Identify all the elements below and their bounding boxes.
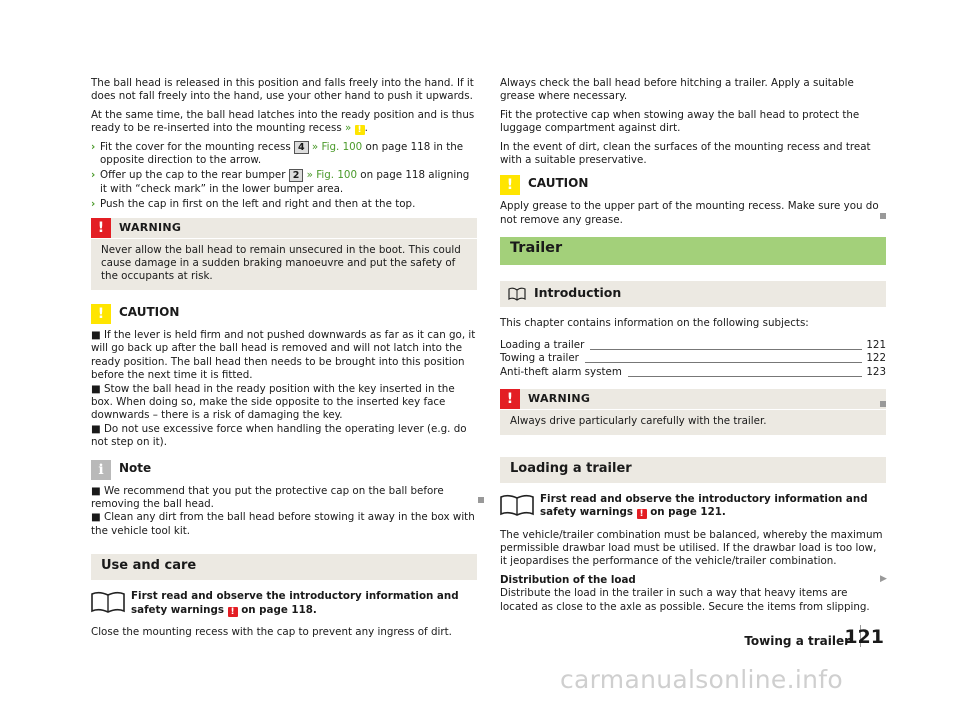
paragraph: The ball head is released in this position and falls freely into the hand. If it does not fall freely into the hand, use your other hand to push it upwards. <box>91 77 474 103</box>
caution-section <box>500 175 886 227</box>
toc-entry[interactable]: Anti-theft alarm system 123 <box>500 365 886 378</box>
caution-section <box>91 304 477 450</box>
section-heading-use-and-care: Use and care <box>91 554 477 580</box>
warning-box <box>500 389 886 434</box>
step-item: › Push the cap in first on the left and right and then at the top. <box>91 198 416 211</box>
section-heading-loading-a-trailer: Loading a trailer <box>500 457 886 483</box>
footer-section-title: Towing a trailer <box>744 634 850 648</box>
step-arrow-icon: › <box>91 140 96 153</box>
toc-entry[interactable]: Towing a trailer 122 <box>500 352 886 365</box>
page-reference-link[interactable]: » <box>345 122 352 135</box>
info-icon: i <box>91 460 111 480</box>
step-item: › Offer up the cap to the rear bumper 2 » Fig. 100 on page 118 aligning it with “check mark” in the lower bumper area. <box>91 169 470 195</box>
warning-icon: ! <box>637 509 647 519</box>
warning-icon: ! <box>91 218 111 238</box>
section-end-marker <box>478 497 484 503</box>
note-section <box>91 460 477 539</box>
paragraph: Fit the protective cap when stowing away the ball head to protect the luggage compartment against dirt. <box>500 108 860 135</box>
figure-reference-link[interactable]: » Fig. 100 <box>306 169 357 182</box>
warning-label: WARNING <box>119 220 182 234</box>
subheading: Distribution of the load <box>500 573 636 586</box>
warning-label: WARNING <box>528 392 591 406</box>
figure-callout: 2 <box>289 169 304 182</box>
paragraph: Close the mounting recess with the cap to prevent any ingress of dirt. <box>91 626 452 639</box>
page-reference-link[interactable]: on page 118. <box>241 603 317 616</box>
section-end-marker <box>880 401 886 407</box>
left-column <box>91 77 477 645</box>
open-book-icon <box>91 590 125 614</box>
caution-item: ■ Do not use excessive force when handling the operating lever (e.g. do not step on it). <box>91 422 467 449</box>
open-book-icon <box>508 287 526 301</box>
caution-label: CAUTION <box>528 176 589 191</box>
note-item: ■ We recommend that you put the protective cap on the ball before removing the ball head. <box>91 484 444 510</box>
paragraph: Distribute the load in the trailer in such a way that heavy items are located as close to the axle as possible. Secure the items from slipping. <box>500 587 870 613</box>
warning-box <box>91 218 477 290</box>
page-reference-link[interactable]: on page 121. <box>650 505 726 518</box>
note-item: ■ Clean any dirt from the ball head before stowing it away in the box with the vehicle tool kit. <box>91 511 475 537</box>
watermark: carmanualsonline.info <box>560 665 843 694</box>
continued-arrow-icon: ▶ <box>880 574 887 584</box>
warning-text: Never allow the ball head to remain unsecured in the boot. This could cause damage in a sudden braking manoeuvre and put the safety of the occupants at risk. <box>101 243 461 283</box>
figure-reference-link[interactable]: » Fig. 100 <box>311 140 363 153</box>
warning-icon: ! <box>500 389 520 409</box>
step-item: › Fit the cover for the mounting recess 4 » Fig. 100 on page 118 in the opposite direction to the arrow. <box>91 140 464 167</box>
toc-entry[interactable]: Loading a trailer 121 <box>500 338 886 351</box>
caution-icon: ! <box>500 175 520 195</box>
step-arrow-icon: › <box>91 198 96 211</box>
caution-icon: ! <box>91 304 111 324</box>
paragraph: Always check the ball head before hitching a trailer. Apply a suitable grease where necessary. <box>500 77 854 103</box>
note-label: Note <box>119 460 152 475</box>
warning-text: Always drive particularly carefully with the trailer. <box>510 415 767 428</box>
chapter-heading-trailer: Trailer <box>500 237 886 265</box>
paragraph: This chapter contains information on the following subjects: <box>500 317 809 330</box>
step-arrow-icon: › <box>91 169 96 182</box>
open-book-icon <box>500 493 534 517</box>
caution-item: ■ If the lever is held firm and not pushed downwards as far as it can go, it will go back up after the ball head is removed and will not latch into the ready position. The ball head then needs to be brought into this position before the next time it is fitted. <box>91 328 476 382</box>
paragraph: The vehicle/trailer combination must be balanced, whereby the maximum permissible drawbar load must be utilised. If the drawbar load is too low, it jeopardises the performance of the vehicle/trailer combination. <box>500 528 883 568</box>
caution-label: CAUTION <box>119 304 180 319</box>
section-end-marker <box>880 213 886 219</box>
caution-icon: ! <box>355 125 365 135</box>
figure-callout: 4 <box>294 141 309 154</box>
right-column <box>500 77 886 619</box>
caution-item: ■ Stow the ball head in the ready position with the key inserted in the box. When doing so, make the side opposite to the inserted key face downwards – there is a risk of damaging the key. <box>91 382 455 422</box>
caution-text: Apply grease to the upper part of the mounting recess. Make sure you do not remove any grease. <box>500 200 879 226</box>
section-heading-introduction: Introduction <box>500 281 886 307</box>
page-number: 121 <box>844 626 884 648</box>
paragraph: At the same time, the ball head latches into the ready position and is thus ready to be re-inserted into the mounting recess » ! . <box>91 108 475 136</box>
paragraph: In the event of dirt, clean the surfaces of the mounting recess and treat with a suitable preservative. <box>500 140 871 167</box>
read-first-notice: First read and observe the introductory information and safety warnings ! on page 121. <box>500 493 886 523</box>
read-first-notice: First read and observe the introductory information and safety warnings ! on page 118. <box>91 590 477 620</box>
warning-icon: ! <box>228 607 238 617</box>
